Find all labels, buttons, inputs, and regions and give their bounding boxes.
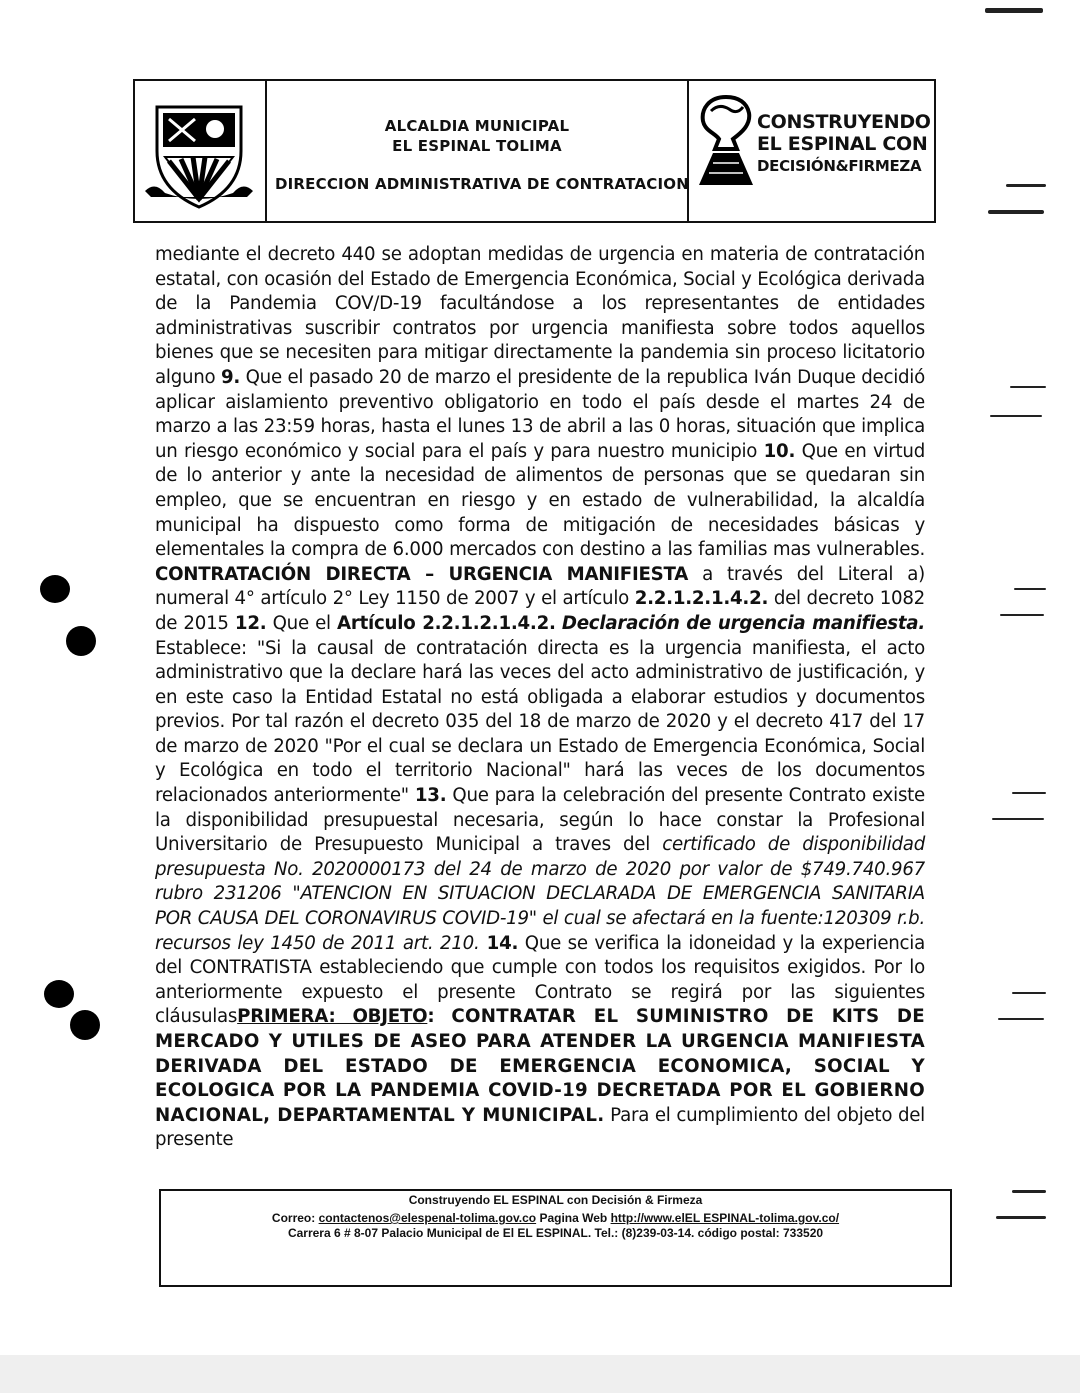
department-name: DIRECCION ADMINISTRATIVA DE CONTRATACION	[275, 175, 689, 193]
slogan-figure-icon	[697, 93, 755, 187]
punch-hole-mark	[40, 575, 70, 603]
bold-heading: CONTRATACIÓN DIRECTA – URGENCIA MANIFIESTA	[155, 563, 689, 585]
page-bottom-strip	[0, 1355, 1080, 1393]
article-title: Declaración de urgencia manifiesta.	[561, 612, 925, 634]
scan-edge-mark	[990, 415, 1042, 417]
punch-hole-mark	[70, 1010, 100, 1040]
punch-hole-mark	[66, 626, 96, 656]
article-reference: Artículo 2.2.1.2.1.4.2.	[337, 612, 556, 634]
scan-edge-mark	[1014, 588, 1046, 590]
scan-edge-mark	[1012, 792, 1046, 794]
slogan-line-1: CONSTRUYENDO	[757, 111, 931, 133]
org-name: ALCALDIA MUNICIPAL	[384, 117, 570, 135]
clause-number: 13.	[414, 785, 447, 807]
body-segment: a través del Literal a) numeral 4° artículo 2° Ley 1150 de 2007 y el artículo	[155, 563, 925, 610]
scan-edge-mark	[985, 8, 1043, 13]
municipal-shield-icon	[135, 81, 263, 221]
article-reference: 2.2.1.2.1.4.2.	[634, 588, 769, 610]
scan-edge-mark	[988, 210, 1044, 214]
email-link[interactable]: contactenos@elespenal-tolima.gov.co	[318, 1211, 537, 1225]
scan-edge-mark	[1012, 1190, 1046, 1193]
body-segment: Que en virtud de lo anterior y ante la necesidad de alimentos de personas que se quedaran sin empleo, que se encuentran en riesgo y en estado de vulnerabilidad, la alcaldía municipal ha dispuesto como forma de mitigación de necesidades básicas y elementales la compra de 6.000 mercados con destino a las familias mas vulnerables.	[155, 440, 925, 561]
email-label: Correo:	[271, 1211, 319, 1225]
clause-number: 14.	[479, 932, 519, 954]
body-segment: Que el pasado 20 de marzo el presidente de la republica Iván Duque decidió aplicar aislamiento preventivo obligatorio en todo el país desde el martes 24 de marzo a las 23:59 horas, hasta el lunes 13 de abril a las 0 horas, situación que implica un riesgo económico y social para el país y para nuestro municipio	[155, 366, 925, 462]
org-location: EL ESPINAL TOLIMA	[392, 137, 562, 155]
scan-edge-mark	[1010, 386, 1046, 388]
scan-edge-mark	[996, 1216, 1046, 1219]
header-title-cell	[267, 81, 689, 221]
clause-number: 12.	[234, 612, 267, 634]
letterhead	[133, 79, 936, 223]
web-label: Pagina Web	[536, 1211, 611, 1225]
body-segment: Para el cumplimiento del objeto del presente	[155, 1104, 925, 1151]
scan-edge-mark	[1000, 614, 1044, 616]
body-segment: Que el	[266, 612, 338, 634]
body-segment: mediante el decreto 440 se adoptan medidas de urgencia en materia de contratación estatal, con ocasión del Estado de Emergencia Económica, Social y Ecológica derivada de la Pandemia COV/D-19 facultándose a los representantes de entidades administrativas suscribir contratos por urgencia manifiesta sobre todos aquellos bienes que se necesiten para mitigar directamente la pandemia sin proceso licitatorio alguno	[155, 244, 925, 388]
punch-hole-mark	[44, 980, 74, 1008]
slogan-cell	[689, 81, 934, 221]
footer-address: Carrera 6 # 8-07 Palacio Municipal de El EL ESPINAL. Tel.: (8)239-03-14. código postal: 733520	[287, 1226, 824, 1240]
scan-edge-mark	[998, 1018, 1044, 1020]
body-segment: Que se verifica la idoneidad y la experiencia del CONTRATISTA estableciendo que cumple con todos los requisitos exigidos. Por lo anteriormente expuesto el presente Contrato se regirá por las siguientes cláusulas	[155, 932, 925, 1028]
scan-edge-mark	[1006, 184, 1046, 187]
body-segment: Que para la celebración del presente Contrato existe la disponibilidad presupuestal necesaria, según lo hace constar la Profesional Universitario de Presupuesto Municipal a traves del	[155, 785, 925, 856]
body-segment: Establece: "Si la causal de contratación directa es la urgencia manifiesta, el acto administrativo que la declare hará las veces del acto administrativo de justificación, y en este caso la Entidad Estatal no está obligada a elaborar estudios y documentos previos. Por tal razón el decreto 035 del 18 de marzo de 2020 y el decreto 417 del 17 de marzo de 2020 "Por el cual se declara un Estado de Emergencia Económica, Social y Ecológica en todo el territorio Nacional" hará las veces de los documentos relacionados anteriormente"	[155, 637, 925, 807]
municipal-shield-cell	[135, 81, 267, 221]
clause-number: 10.	[763, 440, 796, 462]
footer-contact	[161, 1211, 950, 1225]
website-link[interactable]: http://www.elEL ESPINAL-tolima.gov.co/	[610, 1211, 840, 1225]
slogan-line-2: EL ESPINAL CON	[757, 133, 928, 155]
contract-object: CONTRATAR EL SUMINISTRO DE KITS DE MERCADO Y UTILES DE ASEO PARA ATENDER LA URGENCIA MANIFIESTA DERIVADA DEL ESTADO DE EMERGENCIA ECONOMICA, SOCIAL Y ECOLOGICA POR LA PANDEMIA COVID-19 DECRETADA POR EL GOBIERNO NACIONAL, DEPARTAMENTAL Y MUNICIPAL.	[155, 1006, 926, 1126]
clause-colon: :	[427, 1006, 452, 1028]
footer-slogan: Construyendo EL ESPINAL con Decisión & Firmeza	[408, 1193, 703, 1207]
contract-body-text	[155, 243, 925, 1153]
budget-certificate-text: certificado de disponibilidad presupuesta No. 2020000173 del 24 de marzo de 2020 por valor de $749.740.967 rubro 231206 "ATENCION EN SITUACION DECLARADA DE EMERGENCIA SANITARIA POR CAUSA DEL CORONAVIRUS COVID-19" el cual se afectará en la fuente:120309 r.b. recursos ley 1450 de 2011 art. 210.	[155, 834, 925, 954]
page-footer	[159, 1189, 952, 1287]
scan-edge-mark	[992, 818, 1044, 820]
clause-primera-heading: PRIMERA: OBJETO	[237, 1006, 428, 1028]
slogan-line-3: DECISIÓN&FIRMEZA	[757, 157, 922, 175]
clause-number: 9.	[220, 366, 241, 388]
body-segment: del decreto 1082 de 2015	[155, 588, 925, 634]
scan-edge-mark	[1012, 992, 1046, 994]
